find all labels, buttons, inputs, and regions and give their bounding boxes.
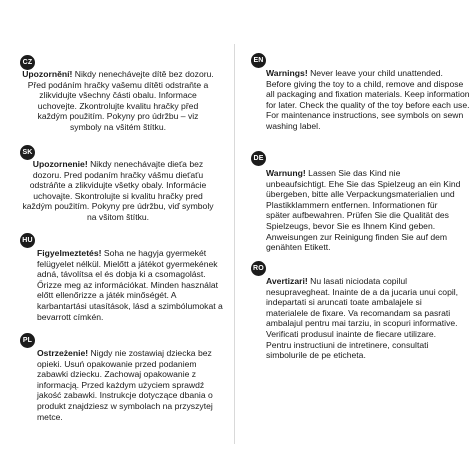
warning-heading-hu: Figyelmeztetés! (37, 248, 102, 258)
language-badge-en: EN (251, 53, 266, 68)
warning-text-pl (37, 348, 223, 422)
warning-heading-ro: Avertizari! (266, 276, 308, 286)
warning-body-pl: Nigdy nie zostawiaj dziecka bez opieki. Usuń opakowanie przed podaniem zabawki dziecku. Zachowaj opakowanie z informacją. Przed każdym użyciem sprawdź jakość zabawki. Instrukcje dotyczące dbania o produkt znajdziesz w symbolach na przyszytej metce. (37, 348, 213, 422)
warning-text-en (266, 68, 470, 132)
warning-text-sk (22, 159, 214, 223)
language-badge-de: DE (251, 151, 266, 166)
language-badge-sk: SK (20, 145, 35, 160)
warning-body-en: Never leave your child unattended. Before giving the toy to a child, remove and dispose all packaging and fixation materials. Keep information for later. Check the quality of the toy before each use. For maintenance instructions, see symbols on sewn washing label. (266, 68, 470, 131)
warning-body-ro: Nu lasati niciodata copilul nesupravegheat. Inainte de a da jucaria unui copil, indepartati si aruncati toate ambalajele si materialele de fixare. Va recomandam sa pasrati ambalajul pentru mai tarziu, in scopuri informative. Verificati produsul inainte de fiecare utilizare. Pentru instructiuni de intretinere, consultati simbolurile de pe eticheta. (266, 276, 459, 361)
warning-body-de: Lassen Sie das Kind nie unbeaufsichtigt. Ehe Sie das Spielzeug an ein Kind übergeben, bitte alle Verpackungsmaterialien und Plastikklammern entfernen. Informationen für später aufbewahren. Prüfen Sie die Qualität des Spielzeugs, bevor Sie es Ihnem Kind geben. Anweisungen zur Reinigung finden Sie auf dem genähten Etikett. (266, 168, 461, 253)
language-badge-pl: PL (20, 333, 35, 348)
warning-text-hu (37, 248, 225, 322)
warning-body-sk: Nikdy nenechávajte dieťa bez dozoru. Pred podaním hračky vášmu dieťaťu odstráňte a zlikvidujte všetky obaly. Informácie uchovajte. Skontrolujte si kvalitu hračky pred každým použitím. Pokyny pre údržbu, viď symboly na všitom štítku. (22, 159, 214, 222)
language-badge-cz: CZ (20, 55, 35, 70)
warning-heading-pl: Ostrzeżenie! (37, 348, 89, 358)
warning-heading-sk: Upozornenie! (32, 159, 88, 169)
warning-body-cz: Nikdy nenechávejte dítě bez dozoru. Před podáním hračky vašemu dítěti odstraňte a zlikvidujte všechny části obalu. Informace uchovejte. Zkontrolujte kvalitu hračky před každým použitím. Pokyny pro údržbu – viz symboly na všitém štítku. (27, 69, 214, 132)
language-badge-ro: RO (251, 261, 266, 276)
warning-text-ro (266, 276, 462, 361)
warning-body-hu: Soha ne hagyja gyermekét felügyelet nélkül. Mielőtt a játékot gyermekének adná, távolítsa el és dobja ki a csomagolást. Őrizze meg az információkat. Minden használat előtt ellenőrizze a játék minőségét. A karbantartási utasítások, lásd a szimbólumokat a bevarrott címkén. (37, 248, 223, 322)
warning-text-de (266, 168, 462, 253)
right-column (235, 0, 470, 470)
warning-heading-de: Warnung! (266, 168, 306, 178)
warning-text-cz (22, 69, 214, 133)
warning-heading-cz: Upozornění! (22, 69, 73, 79)
warning-heading-en: Warnings! (266, 68, 308, 78)
language-badge-hu: HU (20, 233, 35, 248)
